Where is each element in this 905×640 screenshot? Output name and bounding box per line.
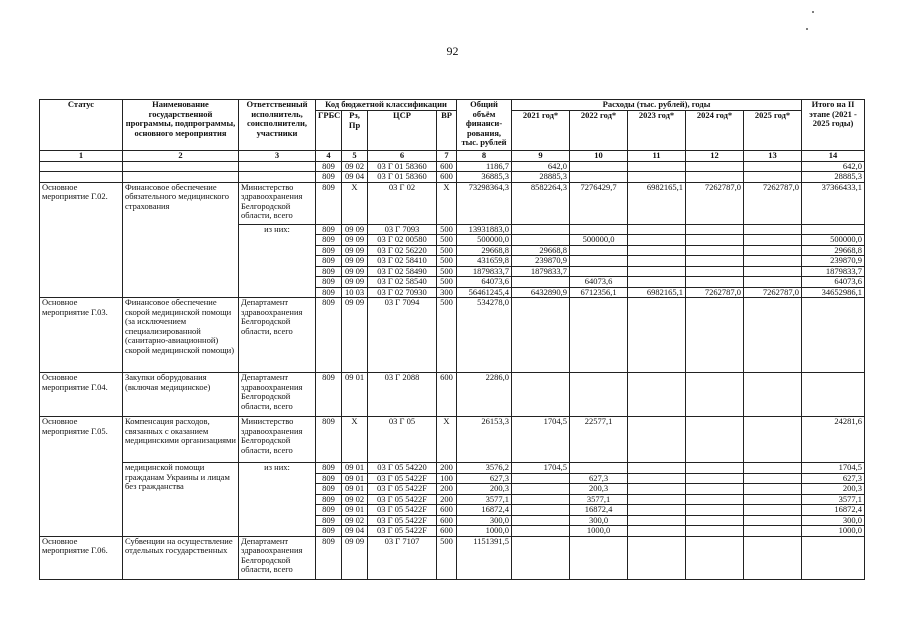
cell-2021 xyxy=(512,373,570,417)
table-row xyxy=(40,536,865,579)
cell-2022 xyxy=(570,463,628,474)
cell-2025 xyxy=(744,515,802,526)
header-vr: ВР xyxy=(437,111,457,151)
cell-2024 xyxy=(686,172,744,183)
cell-vr: 300 xyxy=(437,287,457,298)
cell-2025 xyxy=(744,256,802,267)
cell-2024 xyxy=(686,298,744,373)
cell-grbs: 809 xyxy=(316,463,342,474)
cell-csr: 03 Г 01 58360 xyxy=(368,161,437,172)
cell-itogo: 500000,0 xyxy=(802,235,865,246)
cell-2022 xyxy=(570,256,628,267)
cell-2021: 8582264,3 xyxy=(512,182,570,224)
cell-2024 xyxy=(686,417,744,463)
cell-2024 xyxy=(686,277,744,288)
table-row xyxy=(40,298,865,373)
cell-2024 xyxy=(686,224,744,235)
cell-rzpr: 09 09 xyxy=(342,536,368,579)
cell-2024 xyxy=(686,536,744,579)
cell-2023 xyxy=(628,536,686,579)
cell-total: 1151391,5 xyxy=(457,536,512,579)
col-number: 11 xyxy=(628,151,686,162)
cell-csr: 03 Г 02 70930 xyxy=(368,287,437,298)
cell-csr: 03 Г 7107 xyxy=(368,536,437,579)
cell-2025 xyxy=(744,266,802,277)
cell-2022: 22577,1 xyxy=(570,417,628,463)
cell-name: Закупки оборудования (включая медицинское) xyxy=(123,373,239,417)
cell-total: 16872,4 xyxy=(457,505,512,516)
cell-responsible: Департамент здравоохранения Белгородской области, всего xyxy=(239,298,316,373)
header-rzpr: Рз, Пр xyxy=(342,111,368,151)
cell-responsible: из них: xyxy=(239,463,316,537)
cell-vr: 500 xyxy=(437,224,457,235)
cell-rzpr: Х xyxy=(342,417,368,463)
cell-itogo: 1879833,7 xyxy=(802,266,865,277)
cell-2023 xyxy=(628,515,686,526)
table-row xyxy=(40,161,865,172)
cell-rzpr: 09 09 xyxy=(342,298,368,373)
cell-2022 xyxy=(570,266,628,277)
cell-2021: 1704,5 xyxy=(512,463,570,474)
col-number: 7 xyxy=(437,151,457,162)
table-row xyxy=(40,182,865,224)
col-number: 9 xyxy=(512,151,570,162)
cell-2024 xyxy=(686,256,744,267)
cell-vr: 600 xyxy=(437,161,457,172)
cell-vr: 600 xyxy=(437,505,457,516)
cell-2025 xyxy=(744,224,802,235)
cell-2025 xyxy=(744,172,802,183)
cell-2023 xyxy=(628,417,686,463)
cell-responsible xyxy=(239,161,316,172)
cell-grbs: 809 xyxy=(316,484,342,495)
cell-grbs: 809 xyxy=(316,526,342,537)
cell-vr: 100 xyxy=(437,473,457,484)
cell-rzpr: 10 03 xyxy=(342,287,368,298)
cell-status: Основное мероприятие Г.03. xyxy=(40,298,123,373)
cell-itogo: 627,3 xyxy=(802,473,865,484)
cell-2024 xyxy=(686,515,744,526)
cell-2023 xyxy=(628,505,686,516)
cell-total: 2286,0 xyxy=(457,373,512,417)
cell-csr: 03 Г 05 54220 xyxy=(368,463,437,474)
cell-rzpr: 09 01 xyxy=(342,473,368,484)
cell-rzpr: 09 09 xyxy=(342,245,368,256)
cell-2023 xyxy=(628,298,686,373)
cell-2021: 6432890,9 xyxy=(512,287,570,298)
cell-total: 1000,0 xyxy=(457,526,512,537)
cell-name: медицинской помощи гражданам Украины и лицам без гражданства xyxy=(123,463,239,537)
cell-name: Компенсация расходов, связанных с оказанием медицинскими организациями xyxy=(123,417,239,463)
cell-total: 26153,3 xyxy=(457,417,512,463)
cell-2024 xyxy=(686,161,744,172)
cell-2023 xyxy=(628,235,686,246)
cell-2025 xyxy=(744,373,802,417)
cell-vr: 500 xyxy=(437,298,457,373)
scan-speck xyxy=(806,28,808,30)
cell-itogo: 200,3 xyxy=(802,484,865,495)
header-status: Статус xyxy=(40,100,123,151)
cell-2025 xyxy=(744,473,802,484)
cell-vr: 500 xyxy=(437,235,457,246)
cell-2021 xyxy=(512,526,570,537)
col-number: 5 xyxy=(342,151,368,162)
cell-vr: 200 xyxy=(437,484,457,495)
cell-csr: 03 Г 2088 xyxy=(368,373,437,417)
cell-total: 3576,2 xyxy=(457,463,512,474)
cell-2021 xyxy=(512,494,570,505)
cell-2025 xyxy=(744,494,802,505)
cell-total: 56461245,4 xyxy=(457,287,512,298)
col-number: 13 xyxy=(744,151,802,162)
cell-responsible: Департамент здравоохранения Белгородской области, всего xyxy=(239,536,316,579)
cell-2024 xyxy=(686,484,744,495)
cell-2023 xyxy=(628,473,686,484)
cell-2023 xyxy=(628,463,686,474)
cell-csr: 03 Г 02 56220 xyxy=(368,245,437,256)
header-expenses: Расходы (тыс. рублей), годы xyxy=(512,100,802,111)
cell-2024 xyxy=(686,235,744,246)
cell-vr: Х xyxy=(437,417,457,463)
cell-csr: 03 Г 05 5422F xyxy=(368,505,437,516)
cell-vr: 500 xyxy=(437,266,457,277)
scan-speck xyxy=(812,11,814,13)
cell-itogo: 239870,9 xyxy=(802,256,865,267)
cell-2023 xyxy=(628,526,686,537)
cell-2022 xyxy=(570,161,628,172)
cell-csr: 03 Г 01 58360 xyxy=(368,172,437,183)
col-number: 2 xyxy=(123,151,239,162)
cell-vr: 200 xyxy=(437,463,457,474)
cell-itogo: 37366433,1 xyxy=(802,182,865,224)
cell-rzpr: Х xyxy=(342,182,368,224)
cell-2025 xyxy=(744,298,802,373)
cell-vr: 500 xyxy=(437,277,457,288)
cell-rzpr: 09 04 xyxy=(342,172,368,183)
cell-2025 xyxy=(744,277,802,288)
cell-itogo: 16872,4 xyxy=(802,505,865,516)
cell-2024 xyxy=(686,463,744,474)
cell-itogo: 300,0 xyxy=(802,515,865,526)
cell-2021 xyxy=(512,484,570,495)
cell-2024: 7262787,0 xyxy=(686,182,744,224)
header-responsible: Ответственный исполнитель, соисполнители, участники xyxy=(239,100,316,151)
header-csr: ЦСР xyxy=(368,111,437,151)
cell-csr: 03 Г 05 5422F xyxy=(368,526,437,537)
cell-vr: 600 xyxy=(437,172,457,183)
header-2025: 2025 год* xyxy=(744,111,802,151)
cell-2021 xyxy=(512,536,570,579)
header-2024: 2024 год* xyxy=(686,111,744,151)
col-number: 6 xyxy=(368,151,437,162)
cell-csr: 03 Г 05 5422F xyxy=(368,484,437,495)
cell-2024 xyxy=(686,245,744,256)
cell-2022 xyxy=(570,245,628,256)
cell-name xyxy=(123,161,239,172)
cell-rzpr: 09 01 xyxy=(342,463,368,474)
table-row xyxy=(40,172,865,183)
cell-2021 xyxy=(512,277,570,288)
cell-2021 xyxy=(512,473,570,484)
cell-2023 xyxy=(628,172,686,183)
header-budget-code: Код бюджетной классификации xyxy=(316,100,457,111)
header-total-stage: Итого на II этапе (2021 - 2025 годы) xyxy=(802,100,865,151)
cell-rzpr: 09 02 xyxy=(342,161,368,172)
budget-table xyxy=(39,99,865,580)
cell-name: Финансовое обеспечение обязательного медицинского страхования xyxy=(123,182,239,298)
col-number: 8 xyxy=(457,151,512,162)
cell-status xyxy=(40,161,123,172)
cell-total: 13931883,0 xyxy=(457,224,512,235)
table-row xyxy=(40,417,865,463)
cell-csr: 03 Г 05 5422F xyxy=(368,473,437,484)
cell-2022: 3577,1 xyxy=(570,494,628,505)
cell-2023: 6982165,1 xyxy=(628,182,686,224)
cell-2025 xyxy=(744,463,802,474)
header-2023: 2023 год* xyxy=(628,111,686,151)
cell-itogo: 28885,3 xyxy=(802,172,865,183)
cell-total: 431659,8 xyxy=(457,256,512,267)
cell-total: 1186,7 xyxy=(457,161,512,172)
cell-2022: 627,3 xyxy=(570,473,628,484)
cell-2023 xyxy=(628,494,686,505)
cell-2025 xyxy=(744,505,802,516)
cell-2023 xyxy=(628,373,686,417)
cell-2021 xyxy=(512,515,570,526)
cell-rzpr: 09 04 xyxy=(342,526,368,537)
cell-responsible: Министерство здравоохранения Белгородской области, всего xyxy=(239,417,316,463)
cell-name: Финансовое обеспечение скорой медицинской помощи (за исключением специализированной (санитарно-авиационной) скорой медицинской помощи) xyxy=(123,298,239,373)
cell-2021: 1704,5 xyxy=(512,417,570,463)
cell-grbs: 809 xyxy=(316,224,342,235)
cell-total: 1879833,7 xyxy=(457,266,512,277)
cell-vr: 600 xyxy=(437,526,457,537)
cell-grbs: 809 xyxy=(316,182,342,224)
cell-csr: 03 Г 02 58410 xyxy=(368,256,437,267)
cell-grbs: 809 xyxy=(316,473,342,484)
cell-csr: 03 Г 05 5422F xyxy=(368,494,437,505)
cell-rzpr: 09 01 xyxy=(342,484,368,495)
cell-grbs: 809 xyxy=(316,494,342,505)
cell-status: Основное мероприятие Г.04. xyxy=(40,373,123,417)
cell-responsible: из них: xyxy=(239,224,316,298)
col-number: 1 xyxy=(40,151,123,162)
cell-rzpr: 09 02 xyxy=(342,515,368,526)
cell-status: Основное мероприятие Г.06. xyxy=(40,536,123,579)
cell-grbs: 809 xyxy=(316,287,342,298)
cell-2023 xyxy=(628,256,686,267)
cell-csr: 03 Г 02 58490 xyxy=(368,266,437,277)
cell-vr: 200 xyxy=(437,494,457,505)
cell-itogo xyxy=(802,298,865,373)
cell-csr: 03 Г 02 58540 xyxy=(368,277,437,288)
cell-2022 xyxy=(570,298,628,373)
cell-rzpr: 09 01 xyxy=(342,505,368,516)
cell-itogo: 64073,6 xyxy=(802,277,865,288)
cell-grbs: 809 xyxy=(316,245,342,256)
cell-itogo: 1704,5 xyxy=(802,463,865,474)
cell-rzpr: 09 09 xyxy=(342,277,368,288)
cell-2025 xyxy=(744,536,802,579)
cell-2024 xyxy=(686,494,744,505)
cell-2022: 300,0 xyxy=(570,515,628,526)
cell-rzpr: 09 09 xyxy=(342,224,368,235)
cell-grbs: 809 xyxy=(316,505,342,516)
cell-total: 3577,1 xyxy=(457,494,512,505)
cell-grbs: 809 xyxy=(316,256,342,267)
cell-2021: 642,0 xyxy=(512,161,570,172)
cell-2021: 239870,9 xyxy=(512,256,570,267)
cell-2025: 7262787,0 xyxy=(744,182,802,224)
col-number: 4 xyxy=(316,151,342,162)
cell-grbs: 809 xyxy=(316,266,342,277)
cell-rzpr: 09 09 xyxy=(342,266,368,277)
cell-total: 64073,6 xyxy=(457,277,512,288)
cell-2021: 1879833,7 xyxy=(512,266,570,277)
cell-itogo: 34652986,1 xyxy=(802,287,865,298)
cell-2022 xyxy=(570,224,628,235)
cell-total: 300,0 xyxy=(457,515,512,526)
cell-grbs: 809 xyxy=(316,277,342,288)
header-total-volume: Общий объём финанси-рования, тыс. рублей xyxy=(457,100,512,151)
cell-2021 xyxy=(512,235,570,246)
cell-vr: 500 xyxy=(437,536,457,579)
cell-2024 xyxy=(686,373,744,417)
cell-total: 200,3 xyxy=(457,484,512,495)
cell-2022: 1000,0 xyxy=(570,526,628,537)
cell-2021 xyxy=(512,505,570,516)
cell-2021: 29668,8 xyxy=(512,245,570,256)
cell-2023 xyxy=(628,224,686,235)
cell-2025 xyxy=(744,484,802,495)
cell-itogo xyxy=(802,224,865,235)
cell-itogo: 1000,0 xyxy=(802,526,865,537)
cell-2022 xyxy=(570,536,628,579)
cell-2021 xyxy=(512,224,570,235)
cell-rzpr: 09 09 xyxy=(342,256,368,267)
header-grbs: ГРБС xyxy=(316,111,342,151)
cell-total: 73298364,3 xyxy=(457,182,512,224)
cell-total: 500000,0 xyxy=(457,235,512,246)
cell-rzpr: 09 09 xyxy=(342,235,368,246)
cell-grbs: 809 xyxy=(316,373,342,417)
cell-status: Основное мероприятие Г.02. xyxy=(40,182,123,298)
cell-responsible xyxy=(239,172,316,183)
cell-2022 xyxy=(570,172,628,183)
cell-csr: 03 Г 02 xyxy=(368,182,437,224)
cell-2022: 16872,4 xyxy=(570,505,628,516)
cell-grbs: 809 xyxy=(316,515,342,526)
cell-2024: 7262787,0 xyxy=(686,287,744,298)
cell-2022: 7276429,7 xyxy=(570,182,628,224)
header-2021: 2021 год* xyxy=(512,111,570,151)
cell-responsible: Департамент здравоохранения Белгородской области, всего xyxy=(239,373,316,417)
cell-vr: 600 xyxy=(437,373,457,417)
cell-2022: 64073,6 xyxy=(570,277,628,288)
cell-itogo xyxy=(802,373,865,417)
col-number: 10 xyxy=(570,151,628,162)
cell-vr: Х xyxy=(437,182,457,224)
cell-grbs: 809 xyxy=(316,417,342,463)
cell-rzpr: 09 02 xyxy=(342,494,368,505)
cell-2023 xyxy=(628,266,686,277)
cell-total: 36885,3 xyxy=(457,172,512,183)
cell-itogo xyxy=(802,536,865,579)
cell-total: 627,3 xyxy=(457,473,512,484)
cell-total: 29668,8 xyxy=(457,245,512,256)
cell-name xyxy=(123,172,239,183)
cell-2025 xyxy=(744,245,802,256)
cell-vr: 500 xyxy=(437,256,457,267)
table-row xyxy=(40,463,865,474)
cell-2022 xyxy=(570,373,628,417)
cell-2023 xyxy=(628,484,686,495)
cell-2023 xyxy=(628,161,686,172)
cell-2025 xyxy=(744,161,802,172)
cell-vr: 500 xyxy=(437,245,457,256)
cell-rzpr: 09 01 xyxy=(342,373,368,417)
cell-2023: 6982165,1 xyxy=(628,287,686,298)
page-number: 92 xyxy=(446,44,459,58)
cell-status xyxy=(40,172,123,183)
cell-name: Субвенции на осуществление отдельных государственных xyxy=(123,536,239,579)
cell-2022: 6712356,1 xyxy=(570,287,628,298)
cell-csr: 03 Г 7094 xyxy=(368,298,437,373)
cell-2025: 7262787,0 xyxy=(744,287,802,298)
cell-2023 xyxy=(628,277,686,288)
cell-grbs: 809 xyxy=(316,161,342,172)
col-number: 12 xyxy=(686,151,744,162)
cell-grbs: 809 xyxy=(316,172,342,183)
header-name: Наименование государственной программы, подпрограммы, основного мероприятия xyxy=(123,100,239,151)
cell-total: 534278,0 xyxy=(457,298,512,373)
cell-2023 xyxy=(628,245,686,256)
cell-grbs: 809 xyxy=(316,298,342,373)
cell-responsible: Министерство здравоохранения Белгородской области, всего xyxy=(239,182,316,224)
cell-vr: 600 xyxy=(437,515,457,526)
cell-2022: 200,3 xyxy=(570,484,628,495)
cell-2024 xyxy=(686,505,744,516)
col-number: 3 xyxy=(239,151,316,162)
cell-csr: 03 Г 05 5422F xyxy=(368,515,437,526)
cell-2025 xyxy=(744,526,802,537)
cell-itogo: 642,0 xyxy=(802,161,865,172)
cell-grbs: 809 xyxy=(316,536,342,579)
cell-csr: 03 Г 05 xyxy=(368,417,437,463)
cell-2022: 500000,0 xyxy=(570,235,628,246)
cell-2021 xyxy=(512,298,570,373)
cell-2024 xyxy=(686,526,744,537)
col-number: 14 xyxy=(802,151,865,162)
table-row xyxy=(40,373,865,417)
cell-csr: 03 Г 7093 xyxy=(368,224,437,235)
cell-2024 xyxy=(686,473,744,484)
cell-itogo: 3577,1 xyxy=(802,494,865,505)
cell-csr: 03 Г 02 00580 xyxy=(368,235,437,246)
cell-status: Основное мероприятие Г.05. xyxy=(40,417,123,537)
cell-2025 xyxy=(744,417,802,463)
cell-2024 xyxy=(686,266,744,277)
cell-2025 xyxy=(744,235,802,246)
cell-itogo: 29668,8 xyxy=(802,245,865,256)
cell-2021: 28885,3 xyxy=(512,172,570,183)
cell-itogo: 24281,6 xyxy=(802,417,865,463)
header-2022: 2022 год* xyxy=(570,111,628,151)
cell-grbs: 809 xyxy=(316,235,342,246)
